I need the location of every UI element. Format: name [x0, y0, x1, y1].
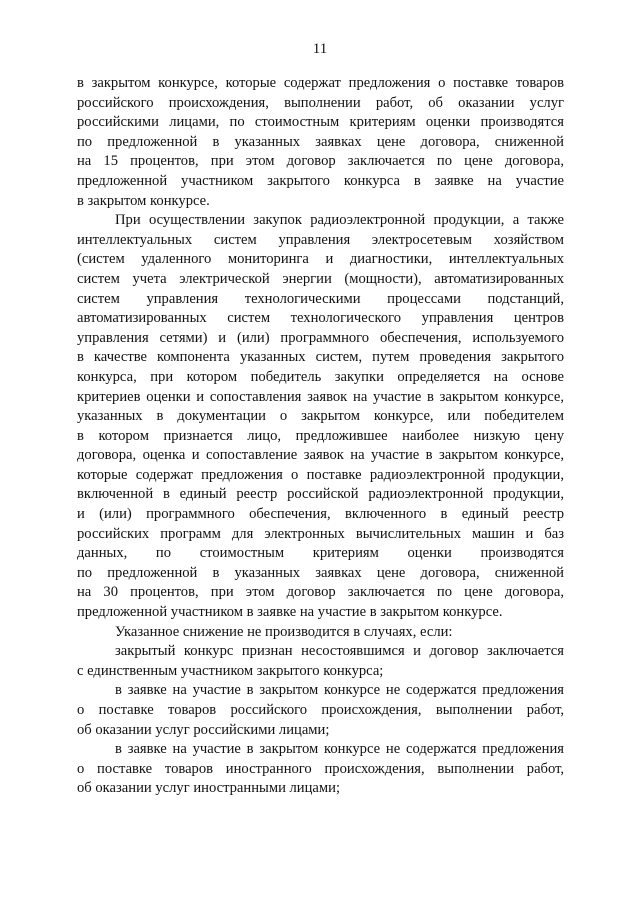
- text-line: систем управления технологическими процессами подстанций,: [77, 290, 564, 307]
- paragraph: [77, 642, 564, 681]
- text-line: интеллектуальных систем управления электросетевым хозяйством: [77, 231, 564, 248]
- page-number: 11: [312, 41, 328, 57]
- text-line: российскими лицами, по стоимостным критериям оценки производятся: [77, 114, 564, 131]
- text-line: на 30 процентов, при этом договор заключается по цене договора,: [77, 584, 564, 601]
- text-line: в закрытом конкурсе, которые содержат предложения о поставке товаров: [77, 75, 564, 91]
- text-line: При осуществлении закупок радиоэлектронной продукции, а также: [115, 212, 564, 229]
- paragraph: [77, 211, 564, 622]
- paragraph: [77, 74, 564, 211]
- text-line: (систем удаленного мониторинга и диагностики, интеллектуальных: [77, 251, 564, 268]
- text-line: указанных в документации о закрытом конкурсе, или победителем: [77, 408, 564, 425]
- text-line: с единственным участником закрытого конкурса;: [77, 662, 384, 679]
- text-line: в котором признается лицо, предложившее наиболее низкую цену: [77, 427, 564, 444]
- text-line: систем учета электрической энергии (мощности), автоматизированных: [77, 270, 564, 287]
- text-line: в качестве компонента указанных систем, путем проведения закрытого: [77, 349, 564, 366]
- text-line: об оказании услуг иностранными лицами;: [77, 780, 341, 797]
- text-line: в заявке на участие в закрытом конкурсе не содержатся предложения: [115, 682, 564, 699]
- text-line: о поставке товаров иностранного происхождения, выполнении работ,: [77, 760, 564, 777]
- text-line: критериев оценки и сопоставления заявок на участие в закрытом конкурсе,: [77, 388, 564, 405]
- text-line: закрытый конкурс признан несостоявшимся и договор заключается: [115, 643, 564, 660]
- text-line: предложенной участником закрытого конкурса в заявке на участие: [77, 172, 564, 189]
- text-line: автоматизированных систем технологического управления центров: [77, 310, 564, 327]
- text-line: в заявке на участие в закрытом конкурсе не содержатся предложения: [115, 741, 564, 758]
- text-line: данных, по стоимостным критериям оценки производятся: [77, 545, 564, 562]
- text-line: предложенной участником в заявке на участие в закрытом конкурсе.: [77, 604, 503, 621]
- paragraph: [77, 740, 564, 799]
- text-line: управления сетями) и (или) программного обеспечения, используемого: [77, 329, 564, 346]
- text-line: включенной в единый реестр российской радиоэлектронной продукции,: [77, 486, 564, 503]
- text-line: по предложенной в указанных заявках цене договора, сниженной: [77, 564, 564, 581]
- text-line: о поставке товаров российского происхождения, выполнении работ,: [77, 702, 564, 718]
- text-line: об оказании услуг российскими лицами;: [77, 721, 330, 738]
- text-line: по предложенной в указанных заявках цене договора, сниженной: [77, 133, 564, 150]
- text-line: на 15 процентов, при этом договор заключается по цене договора,: [77, 153, 564, 170]
- document-body: [77, 74, 564, 799]
- text-line: и (или) программного обеспечения, включенного в единый реестр: [77, 506, 564, 523]
- text-line: в закрытом конкурсе.: [77, 192, 210, 209]
- paragraph: [77, 681, 564, 740]
- text-line: российских программ для электронных вычислительных машин и баз: [77, 525, 564, 542]
- text-line: договора, оценка и сопоставление заявок на участие в закрытом конкурсе,: [77, 447, 564, 464]
- text-line: конкурса, при котором победитель закупки определяется на основе: [77, 368, 564, 385]
- paragraph: [77, 623, 564, 643]
- text-line: российского происхождения, выполнении работ, об оказании услуг: [77, 94, 564, 111]
- text-line: Указанное снижение не производится в случаях, если:: [115, 623, 453, 640]
- text-line: которые содержат предложения о поставке радиоэлектронной продукции,: [77, 466, 564, 483]
